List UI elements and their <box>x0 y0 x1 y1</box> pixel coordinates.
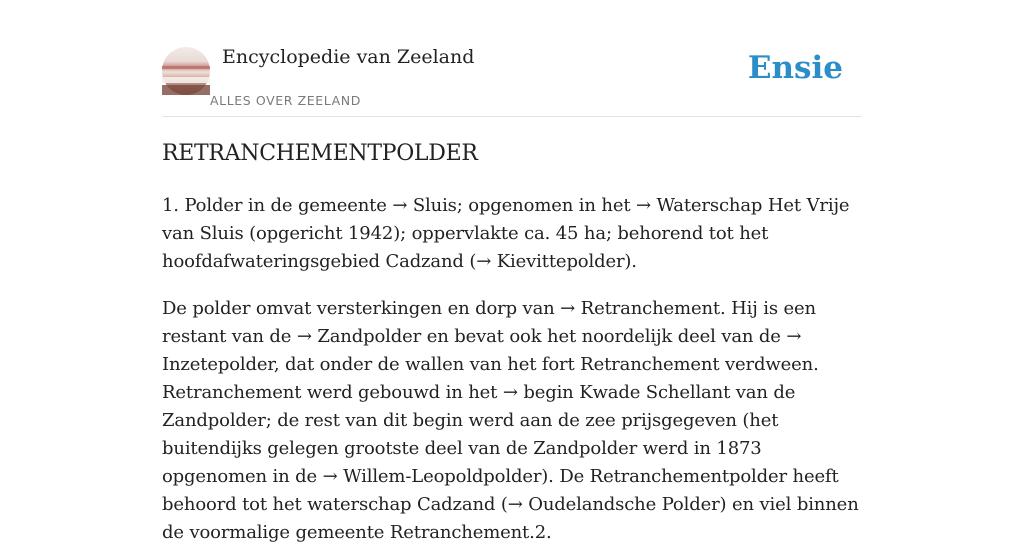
article <box>162 138 862 547</box>
article-paragraph: De polder omvat versterkingen en dorp van → Retranchement. Hij is een restant van de → Zandpolder en bevat ook het noordelijk deel van de → Inzetepolder, dat onder de wallen van het fort Retranchement verdween. Retranchement werd gebouwd in het → begin Kwade Schellant van de Zandpolder; de rest van dit begin werd aan de zee prijsgegeven (het buitendijks gelegen grootste deel van de Zandpolder werd in 1873 opgenomen in de → Willem-Leopoldpolder). De Retranchementpolder heeft behoord tot het waterschap Cadzand (→ Oudelandsche Polder) en viel binnen de voormalige gemeente Retranchement.2. <box>162 298 859 543</box>
site-subtitle: ALLES OVER ZEELAND <box>210 93 361 108</box>
article-paragraph: 1. Polder in de gemeente → Sluis; opgenomen in het → Waterschap Het Vrije van Sluis (opgericht 1942); oppervlakte ca. 45 ha; behorend tot het hoofdafwateringsgebied Cadzand (→ Kievittepolder). <box>162 195 850 272</box>
avatar-stripe <box>162 85 210 95</box>
avatar-stripe <box>162 77 210 83</box>
avatar-stripe <box>162 66 210 69</box>
site-header <box>162 44 862 117</box>
article-title: RETRANCHEMENTPOLDER <box>162 141 478 166</box>
site-avatar[interactable] <box>162 47 210 95</box>
site-title[interactable]: Encyclopedie van Zeeland <box>222 46 475 68</box>
ensie-logo[interactable]: Ensie <box>747 50 843 86</box>
